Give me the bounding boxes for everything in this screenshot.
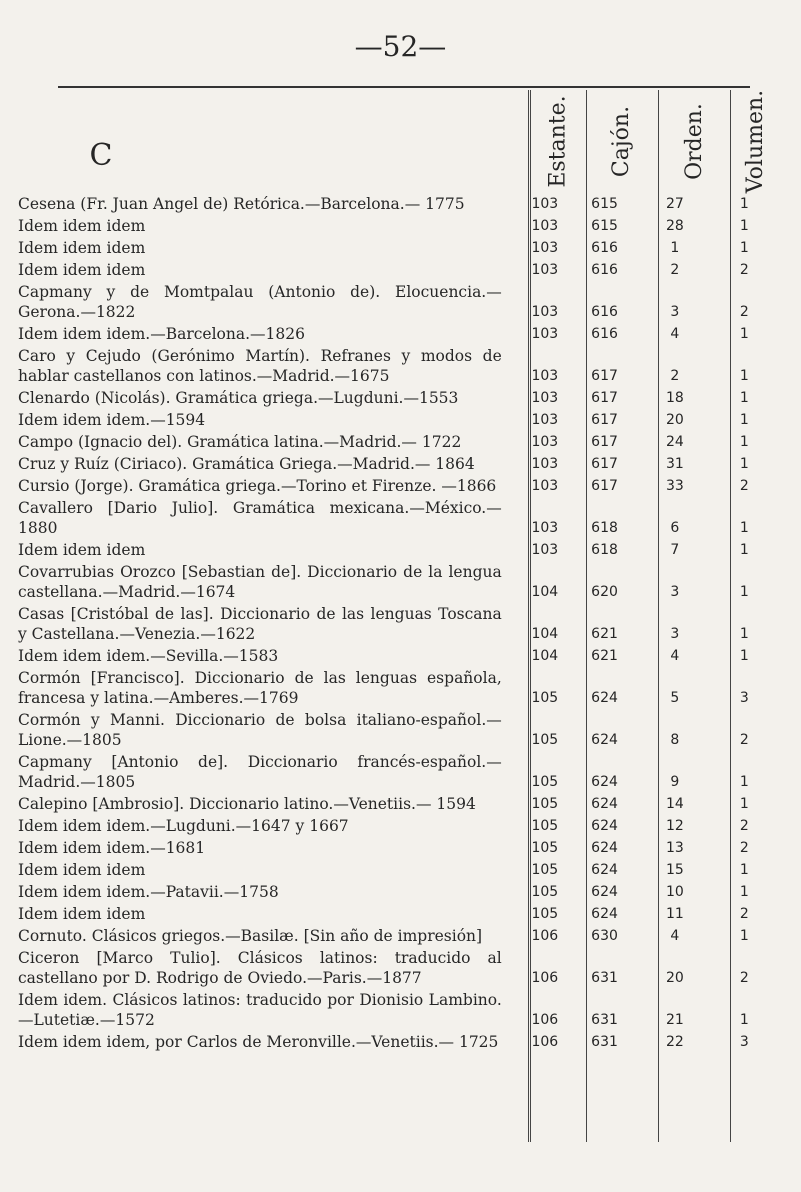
orden-value: 13 — [665, 840, 684, 856]
catalog-table — [18, 194, 778, 1054]
cajon-value: 618 — [591, 520, 618, 536]
estante-value: 103 — [531, 478, 559, 494]
catalog-row — [18, 1032, 778, 1052]
cajon-value: 631 — [591, 1012, 618, 1028]
entry-text: Idem idem idem — [18, 905, 146, 923]
cajon-value: 631 — [591, 1034, 618, 1050]
entry-text: Idem idem idem — [18, 217, 146, 235]
orden-value: 2 — [670, 368, 680, 384]
volumen-value: 1 — [739, 648, 749, 664]
catalog-row — [18, 904, 778, 924]
estante-value: 105 — [531, 774, 559, 790]
catalog-row — [18, 710, 778, 750]
volumen-value: 1 — [739, 928, 749, 944]
entry-text: Cornuto. Clásicos griegos.—Basilæ. [Sin año de impresión] — [18, 927, 483, 945]
volumen-value: 2 — [739, 818, 749, 834]
cajon-value: 617 — [591, 390, 618, 406]
estante-value: 104 — [531, 626, 559, 642]
column-header-volumen: Volumen. — [743, 89, 769, 193]
entry-text: Clenardo (Nicolás). Gramática griega.—Lugduni.—1553 — [18, 389, 459, 407]
cajon-value: 624 — [591, 862, 618, 878]
volumen-value: 1 — [739, 326, 749, 342]
cajon-value: 621 — [591, 648, 618, 664]
orden-value: 20 — [665, 970, 684, 986]
volumen-value: 2 — [739, 970, 749, 986]
volumen-value: 1 — [739, 520, 749, 536]
estante-value: 103 — [531, 326, 559, 342]
volumen-value: 1 — [739, 368, 749, 384]
entry-text: Cursio (Jorge). Gramática griega.—Torino et Firenze. —1866 — [18, 477, 497, 495]
entry-text: Cormón y Manni. Diccionario de bolsa italiano-español.—Lione.—1805 — [18, 711, 502, 749]
entry-text: Idem idem idem.—1681 — [18, 839, 206, 857]
cajon-value: 618 — [591, 542, 618, 558]
cajon-value: 617 — [591, 478, 618, 494]
top-rule — [58, 86, 750, 88]
cajon-value: 616 — [591, 304, 618, 320]
entry-text: Idem idem idem.—Patavii.—1758 — [18, 883, 279, 901]
catalog-row — [18, 562, 778, 602]
entry-text: Capmany [Antonio de]. Diccionario francés-español.— Madrid.—1805 — [18, 753, 502, 791]
catalog-row — [18, 410, 778, 430]
volumen-value: 1 — [739, 240, 749, 256]
orden-value: 10 — [665, 884, 684, 900]
orden-value: 3 — [670, 304, 680, 320]
orden-value: 4 — [670, 928, 680, 944]
cajon-value: 616 — [591, 326, 618, 342]
volumen-value: 1 — [739, 584, 749, 600]
catalog-row — [18, 432, 778, 452]
catalog-row — [18, 238, 778, 258]
catalog-row — [18, 646, 778, 666]
orden-value: 21 — [665, 1012, 684, 1028]
estante-value: 103 — [531, 240, 559, 256]
entry-text: Calepino [Ambrosio]. Diccionario latino.—Venetiis.— 1594 — [18, 795, 476, 813]
cajon-value: 617 — [591, 456, 618, 472]
entry-text: Idem idem idem — [18, 541, 146, 559]
estante-value: 106 — [531, 1034, 559, 1050]
estante-value: 106 — [531, 1012, 559, 1028]
cajon-value: 631 — [591, 970, 618, 986]
entry-text: Idem idem idem, por Carlos de Meronville.—Venetiis.— 1725 — [18, 1033, 499, 1051]
orden-value: 20 — [665, 412, 684, 428]
orden-value: 33 — [665, 478, 684, 494]
cajon-value: 624 — [591, 884, 618, 900]
catalog-row — [18, 260, 778, 280]
orden-value: 4 — [670, 326, 680, 342]
estante-value: 105 — [531, 796, 559, 812]
catalog-row — [18, 990, 778, 1030]
entry-text: Idem idem. Clásicos latinos: traducido por Dionisio Lambino.—Lutetiæ.—1572 — [18, 991, 502, 1029]
entry-text: Idem idem idem — [18, 261, 146, 279]
estante-value: 103 — [531, 456, 559, 472]
volumen-value: 1 — [739, 1012, 749, 1028]
cajon-value: 621 — [591, 626, 618, 642]
orden-value: 3 — [670, 584, 680, 600]
entry-text: Covarrubias Orozco [Sebastian de]. Diccionario de la lengua castellana.—Madrid.—1674 — [18, 563, 502, 601]
volumen-value: 1 — [739, 626, 749, 642]
catalog-row — [18, 668, 778, 708]
catalog-row — [18, 926, 778, 946]
orden-value: 11 — [665, 906, 684, 922]
orden-value: 12 — [665, 818, 684, 834]
catalog-row — [18, 948, 778, 988]
volumen-value: 1 — [739, 796, 749, 812]
orden-value: 24 — [665, 434, 684, 450]
cajon-value: 624 — [591, 840, 618, 856]
cajon-value: 615 — [591, 196, 618, 212]
estante-value: 103 — [531, 542, 559, 558]
entry-text: Cormón [Francisco]. Diccionario de las lenguas española, francesa y latina.—Amberes.—1769 — [18, 669, 502, 707]
estante-value: 103 — [531, 368, 559, 384]
entry-text: Idem idem idem — [18, 861, 146, 879]
estante-value: 103 — [531, 434, 559, 450]
entry-text: Campo (Ignacio del). Gramática latina.—Madrid.— 1722 — [18, 433, 462, 451]
cajon-value: 617 — [591, 368, 618, 384]
estante-value: 103 — [531, 262, 559, 278]
estante-value: 105 — [531, 884, 559, 900]
column-header-estante: Estante. — [545, 94, 571, 188]
estante-value: 103 — [531, 390, 559, 406]
page-number: —52— — [354, 30, 447, 63]
catalog-row — [18, 194, 778, 214]
column-header-orden: Orden. — [681, 102, 707, 180]
estante-value: 106 — [531, 928, 559, 944]
orden-value: 14 — [665, 796, 684, 812]
estante-value: 105 — [531, 690, 559, 706]
cajon-value: 624 — [591, 732, 618, 748]
orden-value: 31 — [665, 456, 684, 472]
catalog-row — [18, 860, 778, 880]
orden-value: 6 — [670, 520, 680, 536]
estante-value: 104 — [531, 584, 559, 600]
orden-value: 18 — [665, 390, 684, 406]
estante-value: 106 — [531, 970, 559, 986]
volumen-value: 1 — [739, 862, 749, 878]
orden-value: 9 — [670, 774, 680, 790]
orden-value: 27 — [665, 196, 684, 212]
catalog-row — [18, 454, 778, 474]
volumen-value: 2 — [739, 478, 749, 494]
volumen-value: 2 — [739, 304, 749, 320]
orden-value: 7 — [670, 542, 680, 558]
catalog-row — [18, 388, 778, 408]
catalog-row — [18, 216, 778, 236]
volumen-value: 1 — [739, 390, 749, 406]
entry-text: Caro y Cejudo (Gerónimo Martín). Refranes y modos de hablar castellanos con latinos.—Madrid.—1675 — [18, 347, 502, 385]
volumen-value: 1 — [739, 434, 749, 450]
column-header-cajon: Cajón. — [609, 105, 635, 177]
orden-value: 8 — [670, 732, 680, 748]
estante-value: 103 — [531, 218, 559, 234]
volumen-value: 1 — [739, 774, 749, 790]
volumen-value: 2 — [739, 732, 749, 748]
cajon-value: 616 — [591, 262, 618, 278]
cajon-value: 630 — [591, 928, 618, 944]
estante-value: 103 — [531, 520, 559, 536]
catalog-row — [18, 282, 778, 322]
entry-text: Idem idem idem — [18, 239, 146, 257]
entry-text: Cavallero [Dario Julio]. Gramática mexicana.—México.—1880 — [18, 499, 502, 537]
entry-text: Idem idem idem.—Lugduni.—1647 y 1667 — [18, 817, 349, 835]
volumen-value: 2 — [739, 262, 749, 278]
orden-value: 2 — [670, 262, 680, 278]
volumen-value: 1 — [739, 542, 749, 558]
catalog-row — [18, 882, 778, 902]
cajon-value: 617 — [591, 434, 618, 450]
orden-value: 3 — [670, 626, 680, 642]
entry-text: Idem idem idem.—1594 — [18, 411, 206, 429]
estante-value: 105 — [531, 732, 559, 748]
catalog-row — [18, 604, 778, 644]
volumen-value: 1 — [739, 884, 749, 900]
estante-value: 105 — [531, 906, 559, 922]
catalog-row — [18, 540, 778, 560]
volumen-value: 2 — [739, 906, 749, 922]
volumen-value: 1 — [739, 196, 749, 212]
orden-value: 4 — [670, 648, 680, 664]
cajon-value: 617 — [591, 412, 618, 428]
cajon-value: 616 — [591, 240, 618, 256]
volumen-value: 3 — [739, 1034, 749, 1050]
entry-text: Cesena (Fr. Juan Angel de) Retórica.—Barcelona.— 1775 — [18, 195, 465, 213]
entry-text: Cruz y Ruíz (Ciriaco). Gramática Griega.—Madrid.— 1864 — [18, 455, 475, 473]
estante-value: 104 — [531, 648, 559, 664]
entry-text: Idem idem idem.—Sevilla.—1583 — [18, 647, 279, 665]
orden-value: 22 — [665, 1034, 684, 1050]
entry-text: Idem idem idem.—Barcelona.—1826 — [18, 325, 305, 343]
volumen-value: 1 — [739, 218, 749, 234]
cajon-value: 624 — [591, 690, 618, 706]
entry-text: Ciceron [Marco Tulio]. Clásicos latinos: traducido al castellano por D. Rodrigo de Oviedo.—Paris.—1877 — [18, 949, 502, 987]
cajon-value: 620 — [591, 584, 618, 600]
cajon-value: 624 — [591, 796, 618, 812]
section-letter: C — [89, 138, 113, 173]
cajon-value: 624 — [591, 774, 618, 790]
volumen-value: 3 — [739, 690, 749, 706]
catalog-row — [18, 816, 778, 836]
orden-value: 5 — [670, 690, 680, 706]
volumen-value: 2 — [739, 840, 749, 856]
estante-value: 103 — [531, 304, 559, 320]
catalog-row — [18, 346, 778, 386]
catalog-row — [18, 838, 778, 858]
estante-value: 105 — [531, 862, 559, 878]
estante-value: 103 — [531, 196, 559, 212]
volumen-value: 1 — [739, 412, 749, 428]
orden-value: 15 — [665, 862, 684, 878]
estante-value: 103 — [531, 412, 559, 428]
catalog-row — [18, 752, 778, 792]
cajon-value: 615 — [591, 218, 618, 234]
volumen-value: 1 — [739, 456, 749, 472]
orden-value: 1 — [670, 240, 680, 256]
orden-value: 28 — [665, 218, 684, 234]
entry-text: Capmany y de Momtpalau (Antonio de). Elocuencia.— Gerona.—1822 — [18, 283, 502, 321]
cajon-value: 624 — [591, 818, 618, 834]
catalog-row — [18, 324, 778, 344]
estante-value: 105 — [531, 818, 559, 834]
catalog-row — [18, 794, 778, 814]
cajon-value: 624 — [591, 906, 618, 922]
catalog-row — [18, 476, 778, 496]
catalog-row — [18, 498, 778, 538]
estante-value: 105 — [531, 840, 559, 856]
entry-text: Casas [Cristóbal de las]. Diccionario de las lenguas Toscana y Castellana.—Venezia.—1622 — [18, 605, 502, 643]
